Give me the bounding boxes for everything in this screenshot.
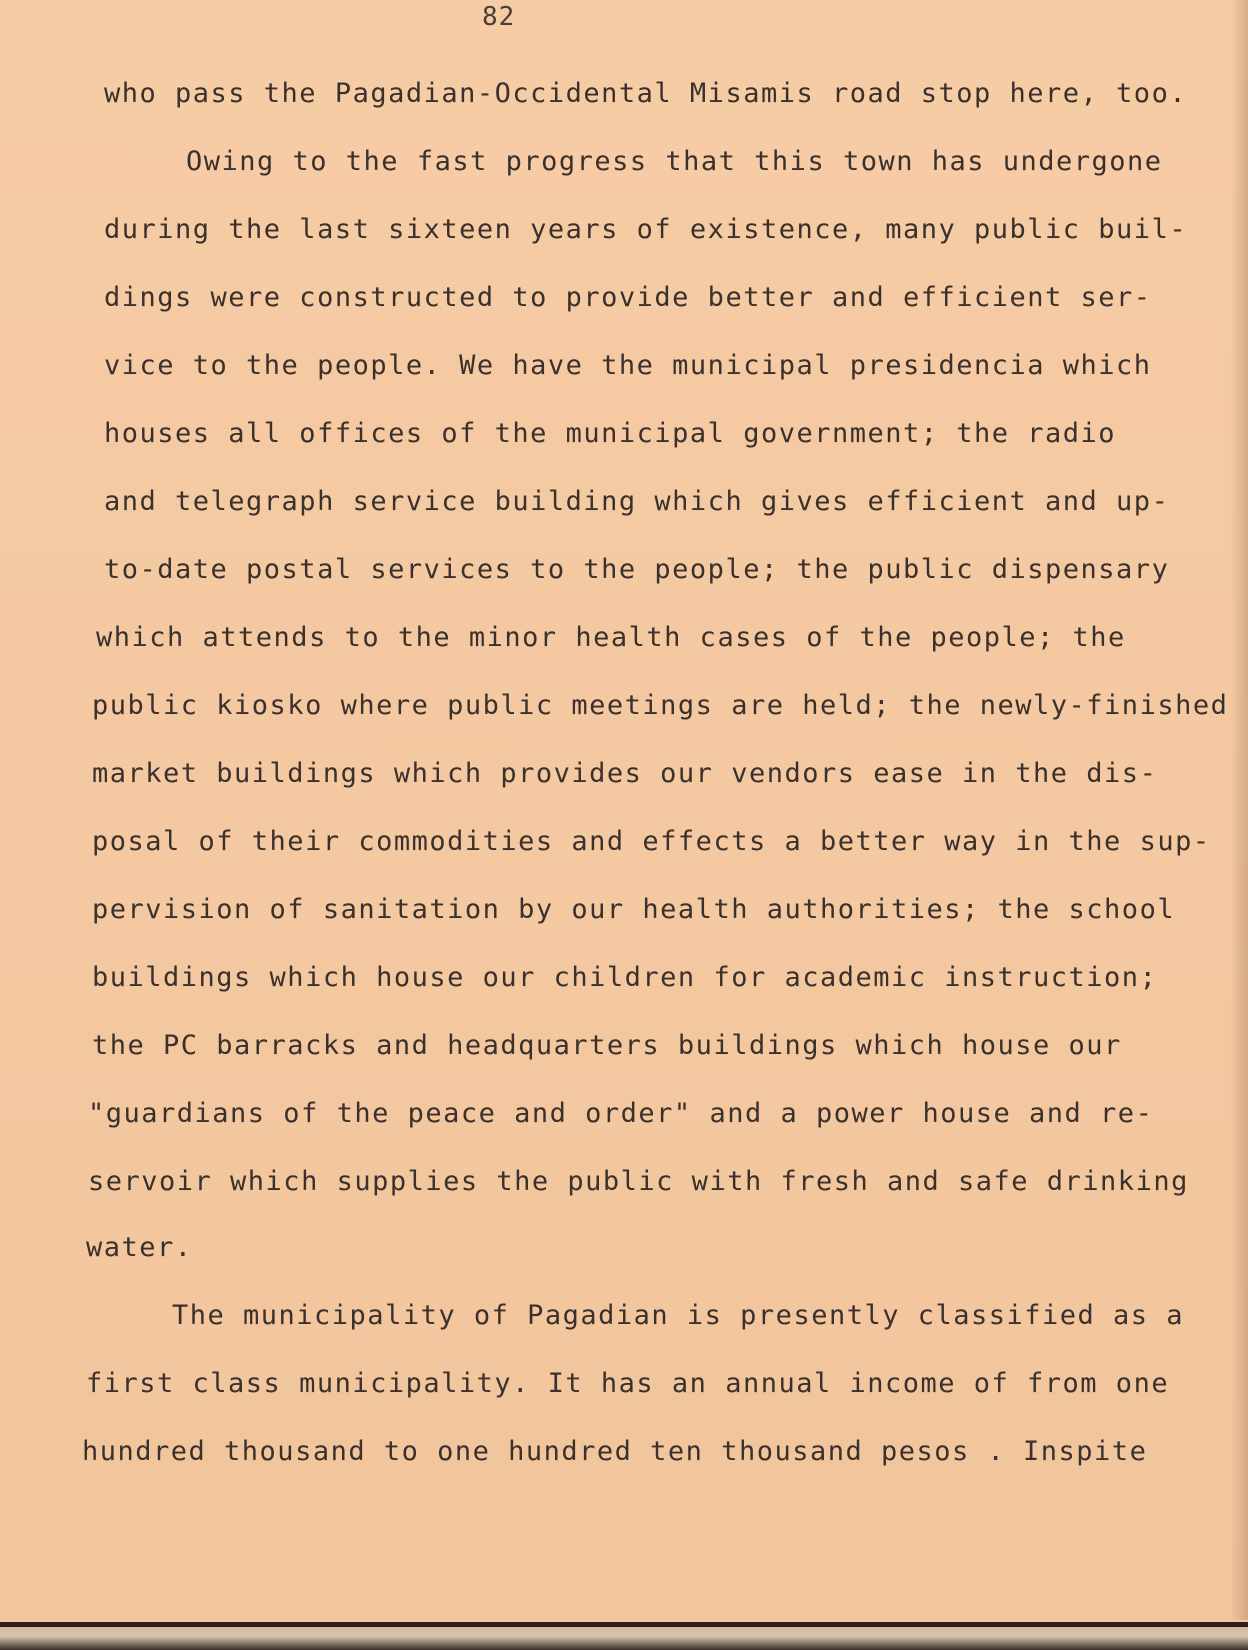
text-line-3: during the last sixteen years of existence, many public buil- [104,214,1188,245]
text-line-1: who pass the Pagadian-Occidental Misamis road stop here, too. [104,78,1188,109]
text-line-8: to-date postal services to the people; the public dispensary [104,554,1170,585]
text-line-14: buildings which house our children for academic instruction; [92,962,1158,993]
text-line-11: market buildings which provides our vendors ease in the dis- [92,758,1158,789]
text-line-18: water. [86,1232,193,1263]
text-line-20: first class municipality. It has an annual income of from one [86,1368,1170,1399]
text-line-21: hundred thousand to one hundred ten thousand pesos . Inspite [82,1436,1148,1467]
text-line-9: which attends to the minor health cases of the people; the [96,622,1126,653]
text-line-2: Owing to the fast progress that this town has undergone [186,146,1163,177]
bottom-scan-edge [0,1627,1248,1650]
text-line-7: and telegraph service building which gives efficient and up- [104,486,1170,517]
text-line-4: dings were constructed to provide better and efficient ser- [104,282,1152,313]
text-line-12: posal of their commodities and effects a better way in the sup- [92,826,1211,857]
page-edge-shadow [1230,0,1248,1620]
text-line-6: houses all offices of the municipal government; the radio [104,418,1117,449]
text-line-13: pervision of sanitation by our health authorities; the school [92,894,1176,925]
text-line-17: servoir which supplies the public with fresh and safe drinking [88,1166,1189,1197]
text-line-15: the PC barracks and headquarters buildings which house our [92,1030,1122,1061]
text-line-19: The municipality of Pagadian is presently classified as a [172,1300,1185,1331]
text-line-10: public kiosko where public meetings are held; the newly-finished [92,690,1229,721]
text-line-5: vice to the people. We have the municipal presidencia which [104,350,1152,381]
page-number: 82 [482,2,516,32]
text-line-16: "guardians of the peace and order" and a power house and re- [88,1098,1154,1129]
